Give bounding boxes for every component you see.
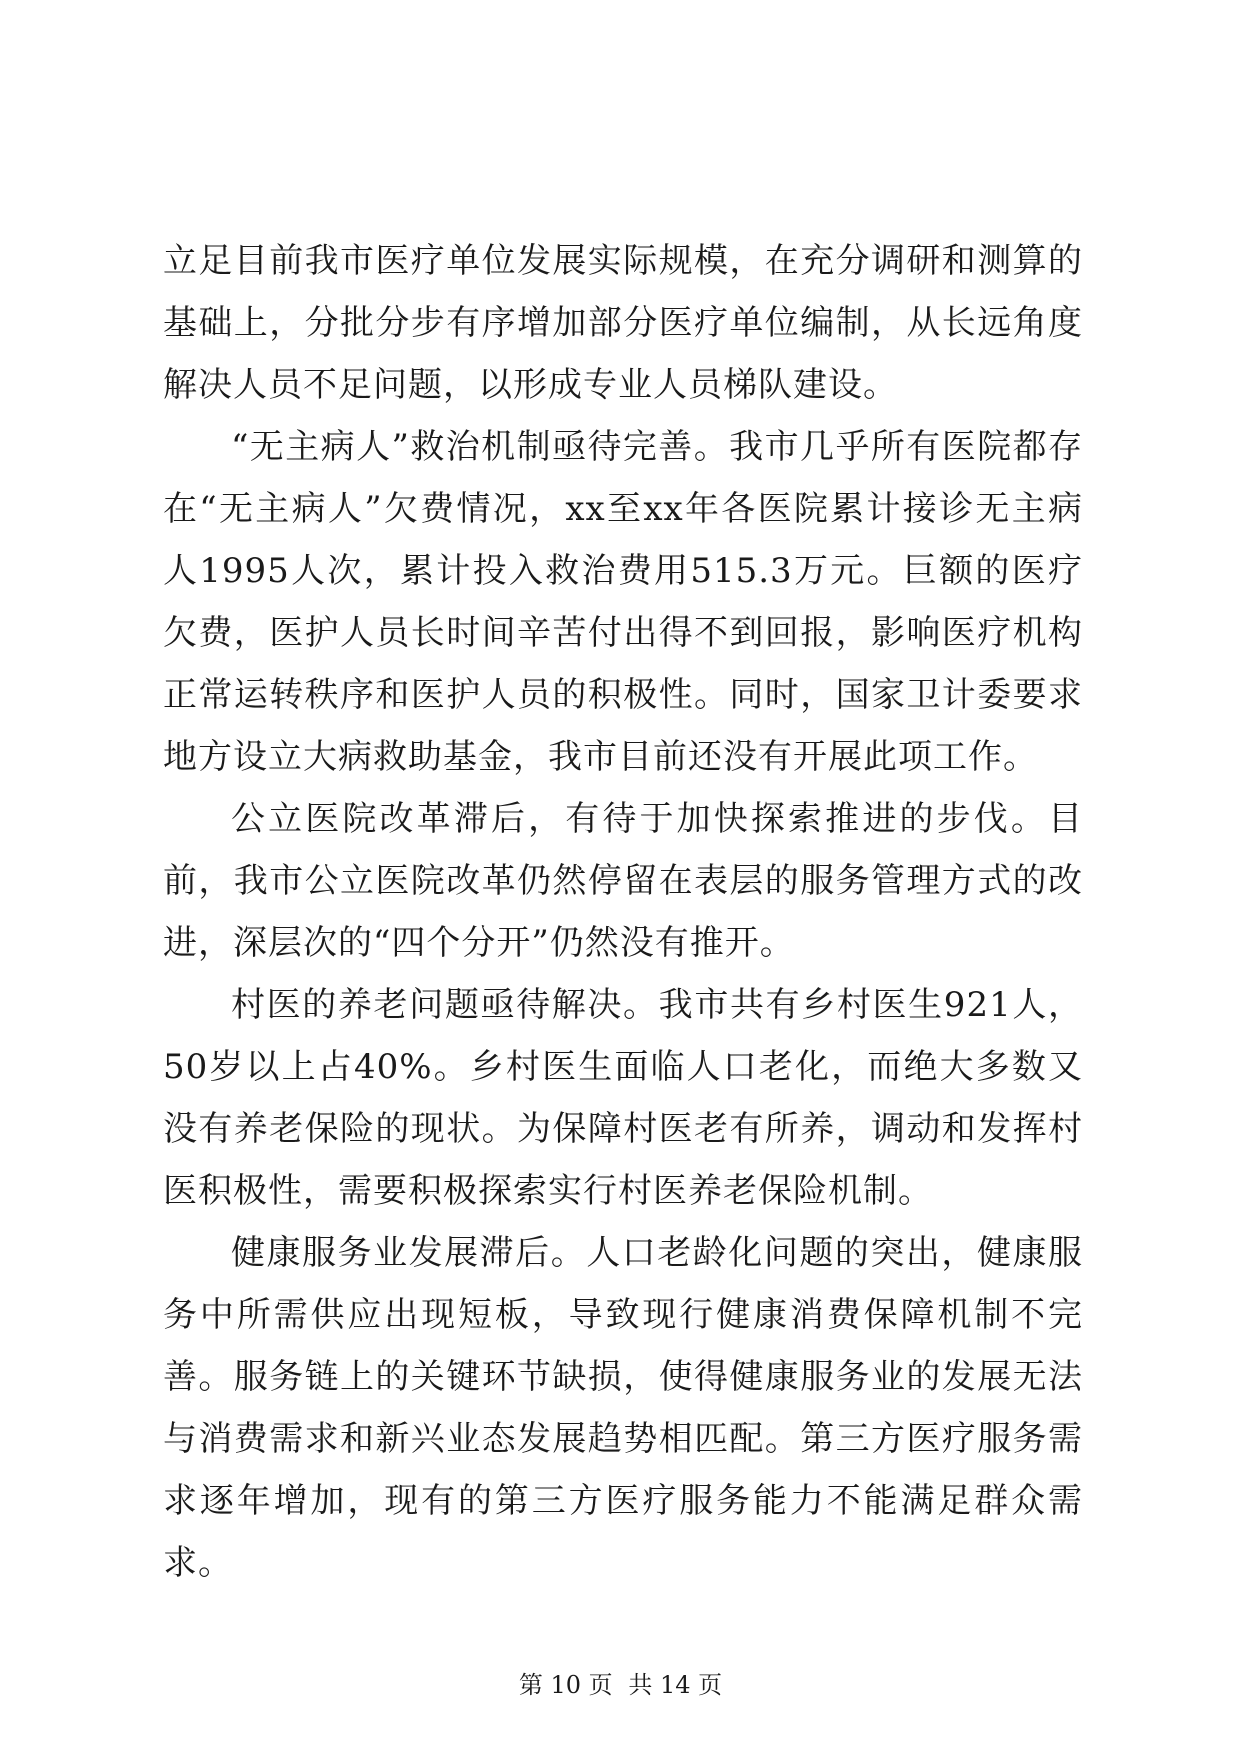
document-body xyxy=(163,230,1083,1594)
paragraph-1: 立足目前我市医疗单位发展实际规模，在充分调研和测算的基础上，分批分步有序增加部分医疗单位编制，从长远角度解决人员不足问题，以形成专业人员梯队建设。 xyxy=(163,241,1083,405)
page-number: 第 10 页 xyxy=(518,1671,613,1699)
paragraph-2: “无主病人”救治机制亟待完善。我市几乎所有医院都存在“无主病人”欠费情况，xx至xx年各医院累计接诊无主病人1995人次，累计投入救治费用515.3万元。巨额的医疗欠费，医护人员长时间辛苦付出得不到回报，影响医疗机构正常运转秩序和医护人员的积极性。同时，国家卫计委要求地方设立大病救助基金，我市目前还没有开展此项工作。 xyxy=(163,427,1083,777)
paragraph-5: 健康服务业发展滞后。人口老龄化问题的突出，健康服务中所需供应出现短板，导致现行健康消费保障机制不完善。服务链上的关键环节缺损，使得健康服务业的发展无法与消费需求和新兴业态发展趋势相匹配。第三方医疗服务需求逐年增加，现有的第三方医疗服务能力不能满足群众需求。 xyxy=(163,1233,1083,1583)
paragraph-3: 公立医院改革滞后，有待于加快探索推进的步伐。目前，我市公立医院改革仍然停留在表层的服务管理方式的改进，深层次的“四个分开”仍然没有推开。 xyxy=(163,799,1083,963)
page-total: 共 14 页 xyxy=(628,1671,723,1699)
page-footer xyxy=(0,1670,1241,1700)
paragraph-4: 村医的养老问题亟待解决。我市共有乡村医生921人，50岁以上占40%。乡村医生面临人口老化，而绝大多数又没有养老保险的现状。为保障村医老有所养，调动和发挥村医积极性，需要积极探索实行村医养老保险机制。 xyxy=(163,985,1083,1211)
